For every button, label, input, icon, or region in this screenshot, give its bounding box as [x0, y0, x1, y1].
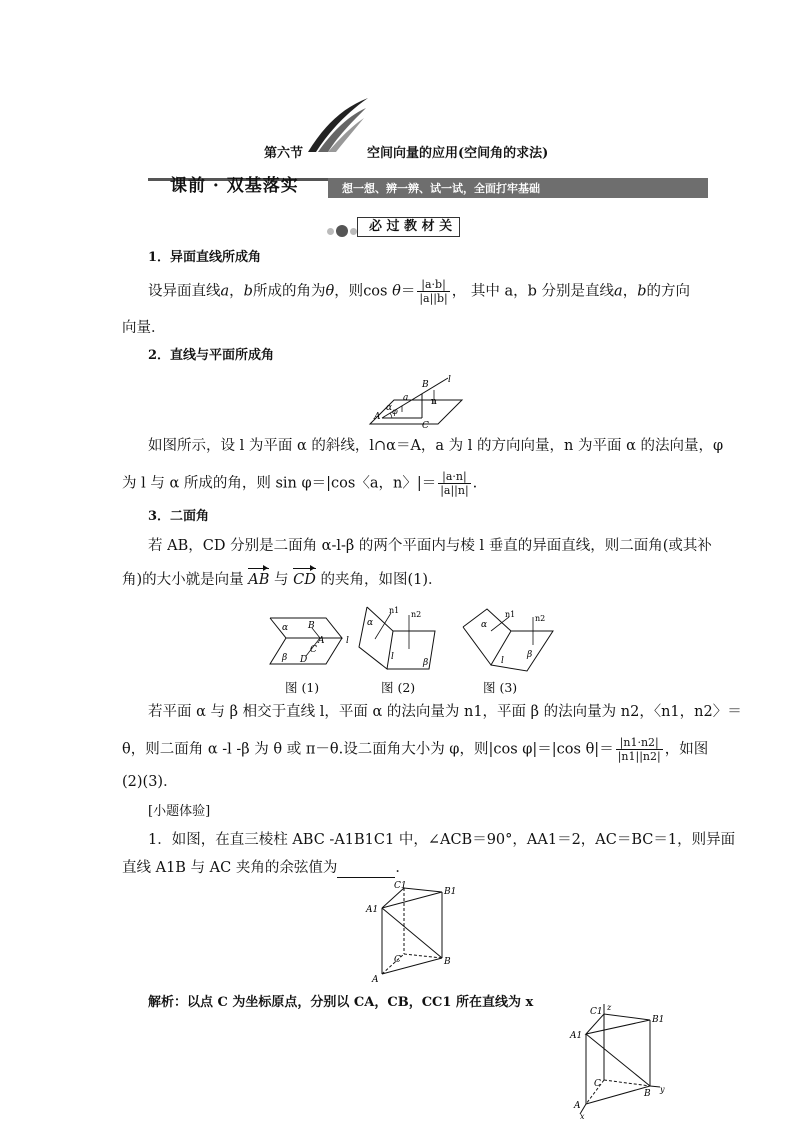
fig-label: n1	[505, 610, 516, 619]
fig-label: β	[527, 650, 533, 660]
s1-text: ，则	[334, 283, 364, 300]
fig-label: n2	[411, 610, 422, 619]
solution-text: 解析：以点 C 为坐标原点，分别以 CA，CB，CC1 所在直线为 x	[148, 995, 534, 1010]
fig-label: B	[444, 957, 451, 967]
coordinate-prism-figure	[566, 1000, 676, 1120]
s3-fraction	[616, 736, 663, 763]
s3-frac-den: |n1||n2|	[617, 750, 661, 763]
fig-label: C	[594, 1079, 601, 1089]
dihedral-figure-3	[457, 605, 557, 677]
s3-para2	[122, 570, 443, 590]
exercise-tag: [小题体验]	[148, 804, 211, 819]
s1-frac-den: |a||b|	[419, 292, 448, 305]
fig-label: l	[346, 636, 349, 646]
fig-label: A	[374, 412, 381, 422]
s1-title: 1．异面直线所成角	[148, 250, 262, 265]
fig-label: z	[607, 1003, 612, 1012]
fig-label: β	[282, 653, 288, 663]
fig-label: α	[367, 618, 374, 628]
fig-label: B	[308, 621, 315, 631]
s1-text: ，	[622, 283, 638, 300]
s2-text: 为 l 与 α 所成的角，则 sin φ＝|cos〈a，n〉|＝	[122, 475, 437, 492]
fig-label: α	[282, 623, 289, 633]
s1-text: 设异面直线	[148, 283, 221, 300]
fig-label: l	[501, 656, 504, 666]
fig-label: φ	[392, 407, 398, 416]
s1-text: 的方向	[646, 283, 690, 300]
s2-para2	[122, 470, 477, 497]
s2-frac-num: |a·n|	[438, 470, 470, 484]
swoosh-logo-icon	[306, 96, 370, 154]
s3-para1: 若 AB，CD 分别是二面角 α-l-β 的两个平面内与棱 l 垂直的异面直线，则二面角(或其补	[148, 538, 712, 554]
s3-text: θ，则二面角 α -l -β 为 θ 或 π－θ.设二面角大小为 φ，则|cos φ|＝|cos θ|＝	[122, 741, 614, 758]
fig-label: l	[391, 652, 394, 662]
fig-label: B	[422, 380, 429, 390]
s1-line2: 向量．	[122, 320, 166, 336]
fig-label: D	[300, 655, 308, 665]
s2-title: 2．直线与平面所成角	[148, 348, 275, 363]
fig-label: A	[372, 975, 379, 985]
fig-label: x	[580, 1112, 585, 1120]
fig-label: A	[574, 1101, 581, 1111]
fig-label: a	[403, 393, 409, 403]
s1-text: ， 其中 a，b 分别是直线	[451, 283, 615, 300]
line-plane-angle-figure	[356, 372, 466, 430]
section-title: 空间向量的应用(空间角的求法)	[367, 146, 549, 161]
banner-subtitle: 想一想、辨一辨、试一试，全面打牢基础	[342, 182, 540, 195]
s3-title: 3．二面角	[148, 509, 210, 524]
vector-ab: AB	[248, 572, 270, 588]
s3-text: ，如图	[664, 741, 709, 758]
s3-text: 角)的大小就是向量	[122, 572, 244, 588]
fig-label: C	[422, 421, 429, 430]
q1-text: 直线 A1B 与 AC 夹角的余弦值为	[122, 860, 338, 876]
s1-text: 所成的角为	[252, 283, 326, 300]
s1-line1: 设异面直线a，b所成的角为θ，则cos θ＝ $\frac{|a\cdot b|}{|a||b|}$ ， 其中 a，b 分别是直线a，b的方向	[148, 278, 690, 305]
s2-frac-den: |a||n|	[440, 484, 469, 497]
s2-text: .	[472, 475, 478, 492]
exercise-q1-line1: 1．如图，在直三棱柱 ABC -A1B1C1 中，∠ACB＝90°，AA1＝2，AC＝BC＝1，则异面	[148, 832, 736, 848]
fig1-caption: 图 (1)	[285, 680, 320, 695]
dihedral-figure-1	[266, 610, 356, 672]
fig-label: A	[318, 636, 325, 646]
subbanner-dots-icon	[327, 220, 357, 239]
s3-para3: 若平面 α 与 β 相交于直线 l，平面 α 的法向量为 n1，平面 β 的法向量为 n2，〈n1，n2〉＝	[148, 704, 742, 720]
exercise-q1-line2	[122, 858, 410, 878]
fig-label: β	[423, 658, 429, 668]
answer-blank[interactable]	[337, 863, 395, 878]
s3-frac-num: |n1·n2|	[616, 736, 663, 750]
fig-label: α	[386, 403, 393, 413]
fig-label: B1	[652, 1015, 665, 1025]
s2-para1: 如图所示，设 l 为平面 α 的斜线，l∩α＝A，a 为 l 的方向向量，n 为平面 α 的法向量，φ	[148, 438, 724, 454]
fig-label: C1	[590, 1007, 603, 1017]
fig2-caption: 图 (2)	[381, 680, 416, 695]
fig-label: B1	[444, 887, 457, 897]
q1-text: ．	[395, 860, 410, 876]
s3-para5: (2)(3)．	[122, 774, 178, 790]
fig-label: l	[448, 375, 451, 385]
fig-label: C	[394, 955, 401, 965]
fig-label: C	[310, 645, 317, 655]
s3-para4	[122, 736, 708, 763]
s3-text: 与	[274, 572, 289, 588]
fig-label: A1	[570, 1031, 583, 1041]
s1-frac-num: |a·b|	[417, 278, 449, 292]
fig-label: y	[660, 1085, 665, 1094]
fig-label: A1	[366, 905, 379, 915]
fig3-caption: 图 (3)	[483, 680, 518, 695]
fig-label: C1	[394, 881, 407, 891]
fig-label: n	[431, 397, 437, 407]
prism-figure	[364, 878, 464, 986]
s2-fraction	[438, 470, 470, 497]
fig-label: n2	[535, 614, 546, 623]
fig-label: α	[481, 620, 488, 630]
dihedral-figure-2	[353, 603, 443, 675]
vector-cd: CD	[293, 572, 316, 588]
section-number: 第六节	[264, 146, 304, 161]
fig-label: B	[644, 1089, 651, 1099]
fig-label: n1	[389, 606, 400, 615]
s1-fraction	[417, 278, 449, 305]
subbanner-title: 必 过 教 材 关	[369, 219, 453, 234]
banner-title: 课前 · 双基落实	[170, 176, 299, 196]
s1-text: ，	[229, 283, 244, 300]
s3-text: 的夹角，如图(1)．	[320, 572, 443, 588]
